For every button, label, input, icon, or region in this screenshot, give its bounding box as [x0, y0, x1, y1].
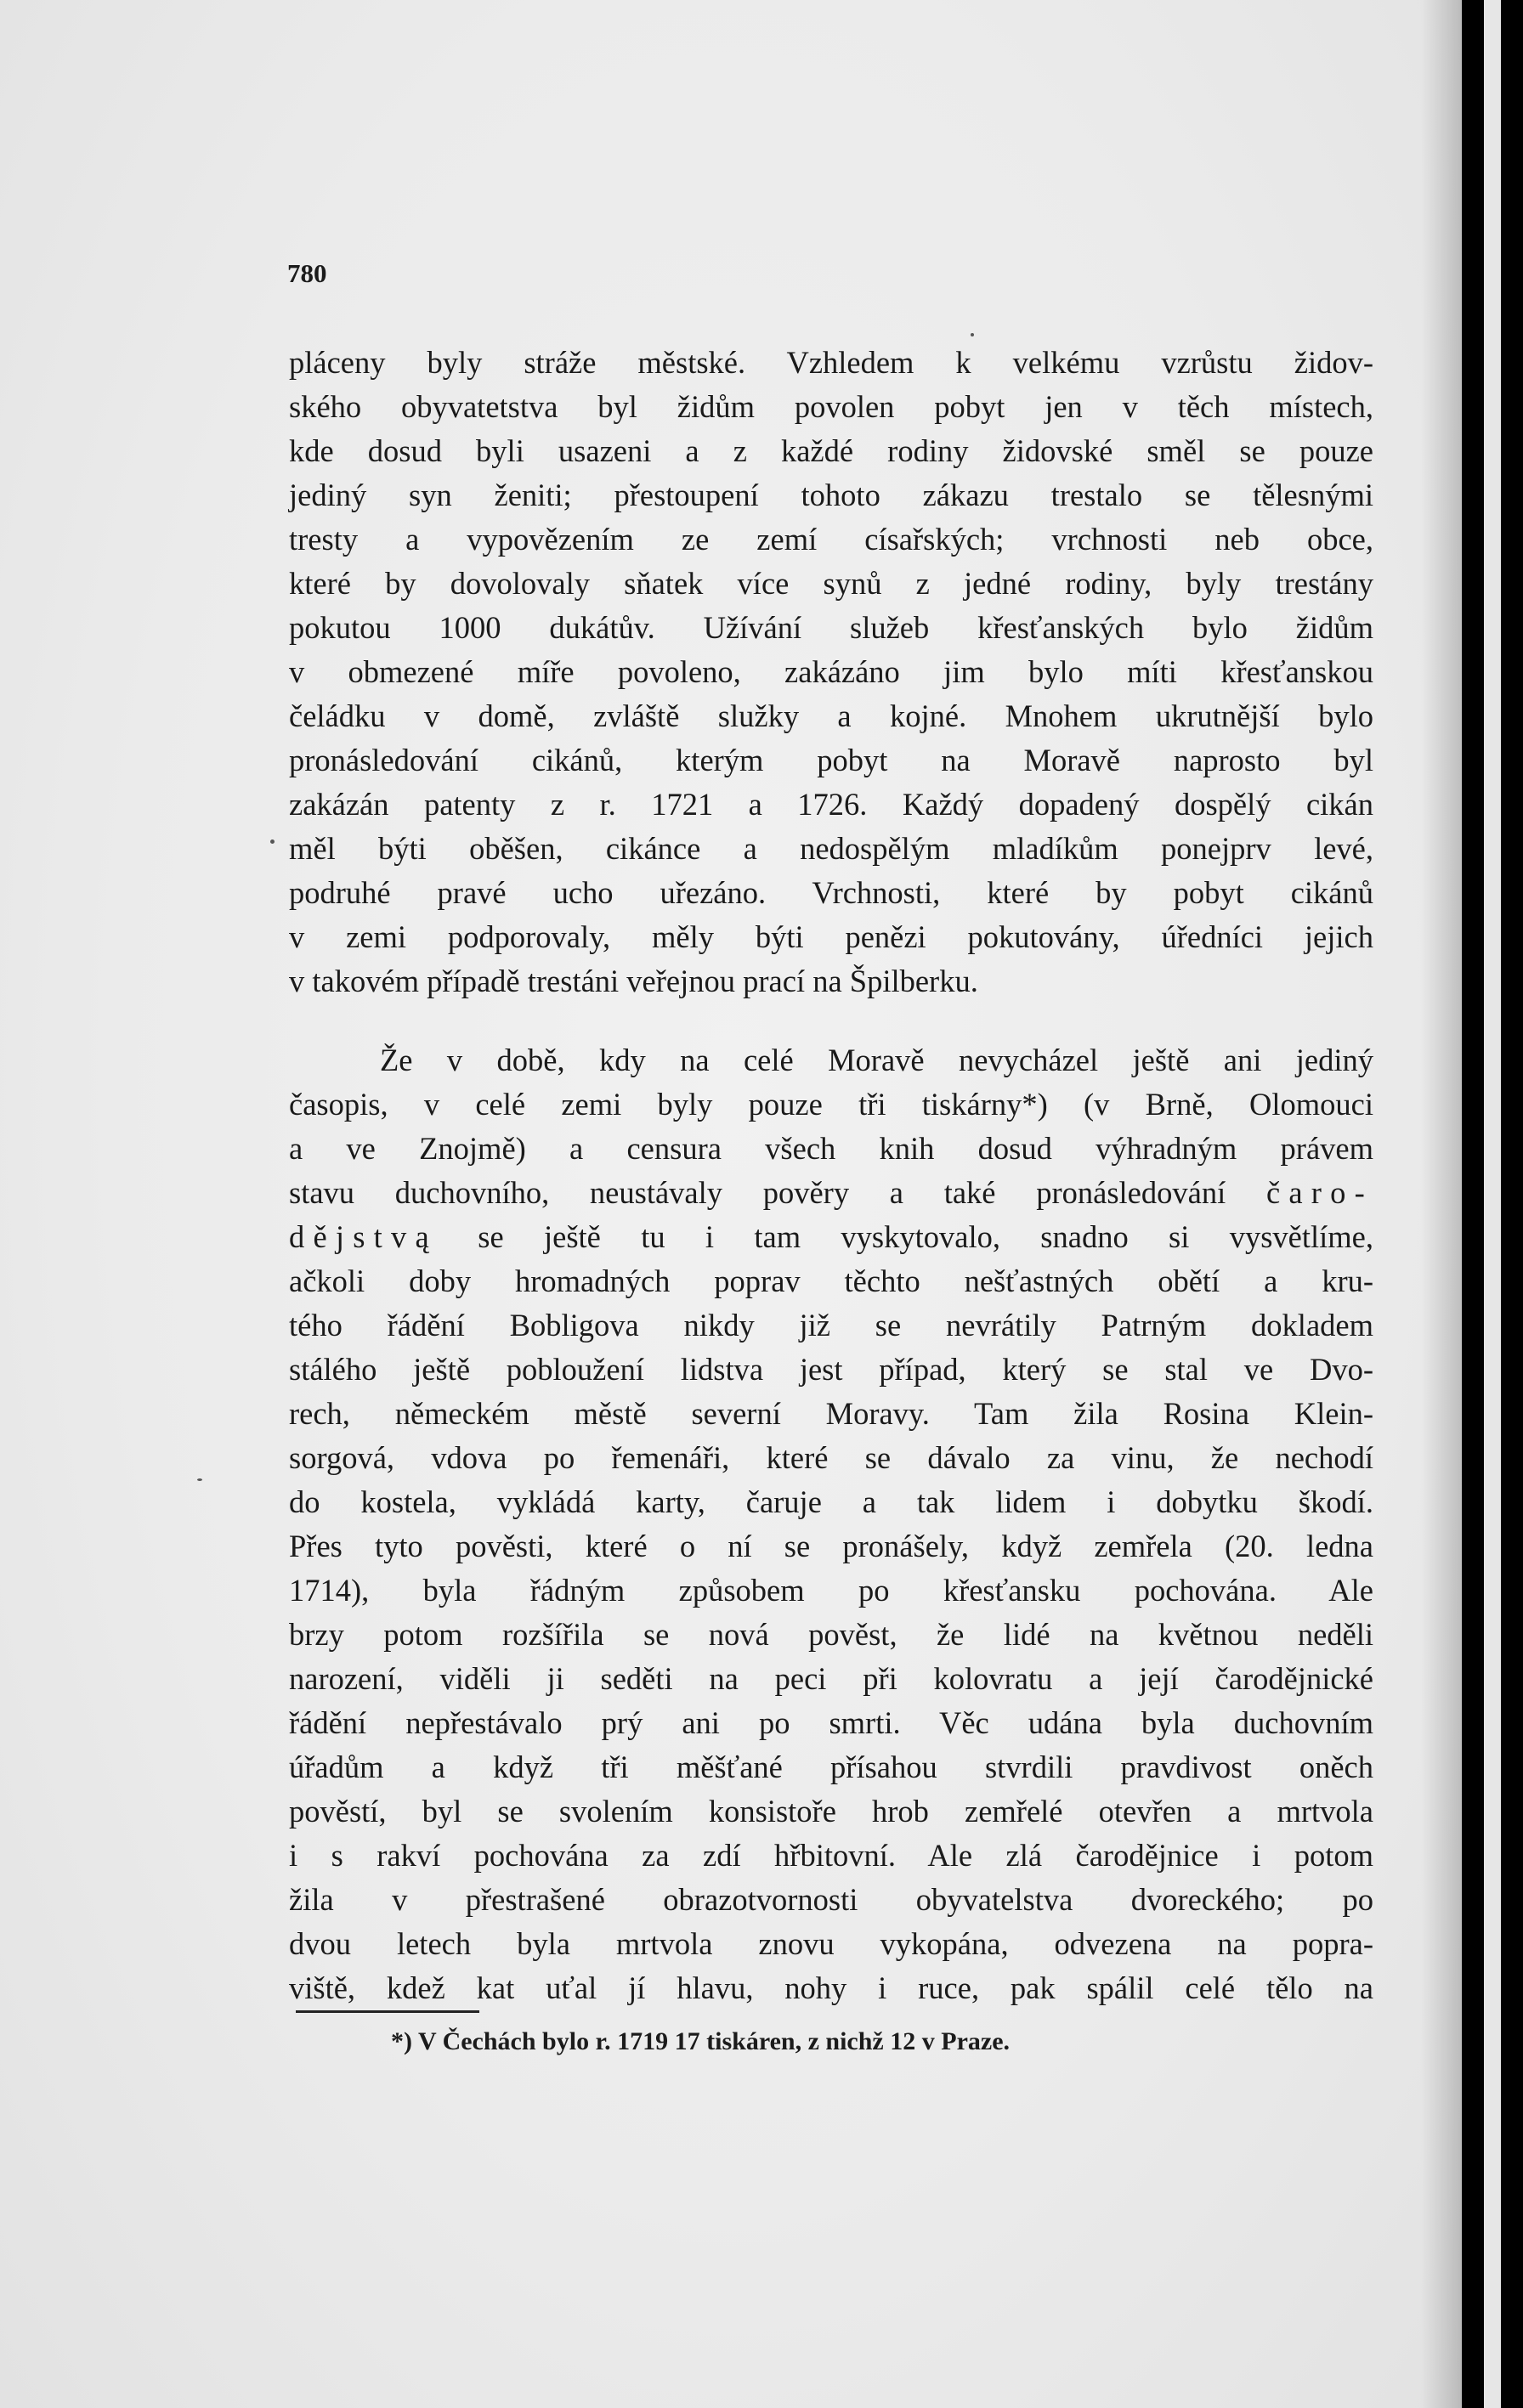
spaced-word: čaro- — [1265, 1175, 1373, 1210]
text-line: dvou letech byla mrtvola znovu vykopána, odvezena na popra- — [289, 1926, 1373, 1961]
text-line: jediný syn ženiti; přestoupení tohoto zákazu trestalo se tělesnými — [289, 478, 1373, 512]
text-line: stálého ještě pobloužení lidstva jest případ, který se stal ve Dvo- — [289, 1352, 1373, 1387]
text-line: ačkoli doby hromadných poprav těchto nešťastných obětí a kru- — [289, 1263, 1373, 1298]
text-line: časopis, v celé zemi byly pouze tři tiskárny*) (v Brně, Olomouci — [289, 1087, 1373, 1122]
text-line: které by dovolovaly sňatek více synů z jedné rodiny, byly trestány — [289, 566, 1373, 601]
text-line: podruhé pravé ucho uřezáno. Vrchnosti, které by pobyt cikánů — [289, 875, 1373, 910]
text-line: čeládku v domě, zvláště služky a kojné. Mnohem ukrutnější bylo — [289, 698, 1373, 733]
text-line: kde dosud byli usazeni a z každé rodiny židovské směl se pouze — [289, 433, 1373, 468]
text-line: řádění nepřestávalo prý ani po smrti. Věc udána byla duchovním — [289, 1705, 1373, 1740]
text-line: ského obyvatetstva byl židům povolen pobyt jen v těch místech, — [289, 389, 1373, 424]
text-line: narození, viděli ji seděti na peci při kolovratu a její čarodějnické — [289, 1661, 1373, 1696]
text-line: úřadům a když tři měšťané přísahou stvrdili pravdivost oněch — [289, 1749, 1373, 1784]
text-line: v obmezené míře povoleno, zakázáno jim bylo míti křesťanskou — [289, 654, 1373, 689]
text-line: Přes tyto pověsti, které o ní se pronášely, když zemřela (20. ledna — [289, 1529, 1373, 1563]
page-edge-shadow — [1421, 0, 1462, 2408]
text-line: 1714), byla řádným způsobem po křesťansku pochována. Ale — [289, 1573, 1373, 1608]
text-line: v zemi podporovaly, měly býti penězi pokutovány, úředníci jejich — [289, 919, 1373, 954]
text-line: i s rakví pochována za zdí hřbitovní. Ale zlá čarodějnice i potom — [289, 1838, 1373, 1873]
scan-speck — [971, 333, 974, 336]
text-line: a ve Znojmě) a censura všech knih dosud výhradným právem — [289, 1131, 1373, 1166]
text-line: Že v době, kdy na celé Moravě nevycházel ještě ani jediný — [380, 1043, 1373, 1077]
text-line: tého řádění Bobligova nikdy již se nevrátily Patrným dokladem — [289, 1308, 1373, 1342]
footnote-rule — [296, 2010, 479, 2013]
footnote: *) V Čechách bylo r. 1719 17 tiskáren, z nichž 12 v Praze. — [391, 2027, 1011, 2055]
text-segment: se ještě tu i tam vyskytovalo, snadno si vysvětlíme, — [478, 1219, 1373, 1254]
text-line: sorgová, vdova po řemenáři, které se dávalo za vinu, že nechodí — [289, 1440, 1373, 1475]
text-line: tresty a vypovězením ze zemí císařských; vrchnosti neb obce, — [289, 522, 1373, 557]
text-line: rech, německém městě severní Moravy. Tam žila Rosina Klein- — [289, 1396, 1373, 1431]
body-text — [289, 341, 1373, 2010]
text-line: v takovém případě trestáni veřejnou prací na Špilberku. — [289, 964, 978, 998]
text-line-with-spaced-word — [289, 1171, 1373, 1215]
text-line: viště, kdež kat uťal jí hlavu, nohy i ruce, pak spálil celé tělo na — [289, 1970, 1373, 2005]
text-line: do kostela, vykládá karty, čaruje a tak lidem i dobytku škodí. — [289, 1484, 1373, 1519]
text-segment: stavu duchovního, neustávaly pověry a také pronásledování — [289, 1175, 1226, 1210]
text-line: brzy potom rozšířila se nová pověst, že lidé na květnou neděli — [289, 1617, 1373, 1652]
text-line: měl býti oběšen, cikánce a nedospělým mladíkům ponejprv levé, — [289, 831, 1373, 866]
text-line: žila v přestrašené obrazotvornosti obyvatelstva dvoreckého; po — [289, 1882, 1373, 1917]
scan-speck — [197, 1478, 202, 1481]
adjacent-page-strip — [1484, 0, 1501, 2408]
scan-speck — [270, 839, 275, 844]
text-line: pověstí, byl se svolením konsistoře hrob zemřelé otevřen a mrtvola — [289, 1794, 1373, 1829]
text-line: zakázán patenty z r. 1721 a 1726. Každý dopadený dospělý cikán — [289, 787, 1373, 822]
text-line-with-spaced-word — [289, 1215, 1373, 1259]
page-number: 780 — [287, 258, 327, 288]
text-line: pronásledování cikánů, kterým pobyt na Moravě naprosto byl — [289, 743, 1373, 777]
text-line: pokutou 1000 dukátův. Užívání služeb křesťanských bylo židům — [289, 610, 1373, 645]
text-line: pláceny byly stráže městské. Vzhledem k velkému vzrůstu židov- — [289, 345, 1373, 380]
paragraph-gap — [289, 1003, 1373, 1038]
spaced-word: dějstvą — [289, 1219, 438, 1254]
